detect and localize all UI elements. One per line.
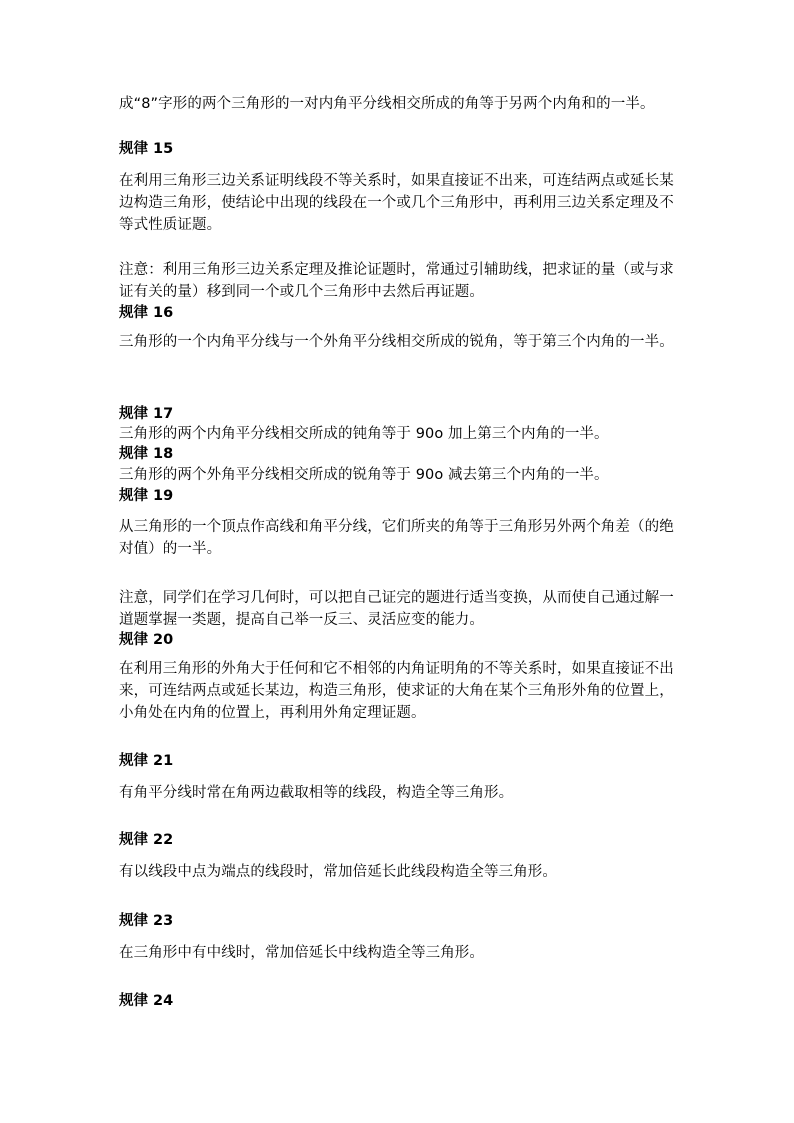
paragraph-note-1: 注意：利用三角形三边关系定理及推论证题时，常通过引辅助线，把求证的量（或与求证有关的量）移到同一个或几个三角形中去然后再证题。: [119, 262, 674, 300]
paragraph-rule-20: 在利用三角形的外角大于任何和它不相邻的内角证明角的不等关系时，如果直接证不出来，可连结两点或延长某边，构造三角形，使求证的大角在某个三角形外角的位置上，小角处在内角的位置上，再利用外角定理证题。: [119, 661, 674, 721]
paragraph-rule-19: 从三角形的一个顶点作高线和角平分线，它们所夹的角等于三角形另外两个角差（的绝对值）的一半。: [119, 519, 674, 557]
paragraph-rule-22: 有以线段中点为端点的线段时，常加倍延长此线段构造全等三角形。: [119, 864, 557, 880]
paragraph-rule-18: 三角形的两个外角平分线相交所成的锐角等于 90o 减去第三个内角的一半。: [119, 467, 609, 483]
paragraph-note-2: 注意，同学们在学习几何时，可以把自己证完的题进行适当变换，从而使自己通过解一道题掌握一类题，提高自己举一反三、灵活应变的能力。: [119, 590, 674, 628]
heading-rule-19: 规律 19: [119, 488, 174, 504]
heading-rule-22: 规律 22: [119, 832, 174, 848]
heading-rule-20: 规律 20: [119, 632, 174, 648]
paragraph-rule-16: 三角形的一个内角平分线与一个外角平分线相交所成的锐角，等于第三个内角的一半。: [119, 334, 674, 350]
paragraph-rule-17: 三角形的两个内角平分线相交所成的钝角等于 90o 加上第三个内角的一半。: [119, 426, 609, 442]
paragraph-rule-23: 在三角形中有中线时，常加倍延长中线构造全等三角形。: [119, 945, 484, 961]
heading-rule-18: 规律 18: [119, 446, 174, 462]
heading-rule-17: 规律 17: [119, 406, 174, 422]
paragraph-intro: 成“8”字形的两个三角形的一对内角平分线相交所成的角等于另两个内角和的一半。: [119, 96, 655, 112]
paragraph-rule-15: 在利用三角形三边关系证明线段不等关系时，如果直接证不出来，可连结两点或延长某边构造三角形，使结论中出现的线段在一个或几个三角形中，再利用三边关系定理及不等式性质证题。: [119, 173, 674, 233]
heading-rule-16: 规律 16: [119, 305, 174, 321]
heading-rule-24: 规律 24: [119, 993, 174, 1009]
heading-rule-21: 规律 21: [119, 753, 174, 769]
paragraph-rule-21: 有角平分线时常在角两边截取相等的线段，构造全等三角形。: [119, 785, 514, 801]
heading-rule-15: 规律 15: [119, 141, 174, 157]
heading-rule-23: 规律 23: [119, 913, 174, 929]
